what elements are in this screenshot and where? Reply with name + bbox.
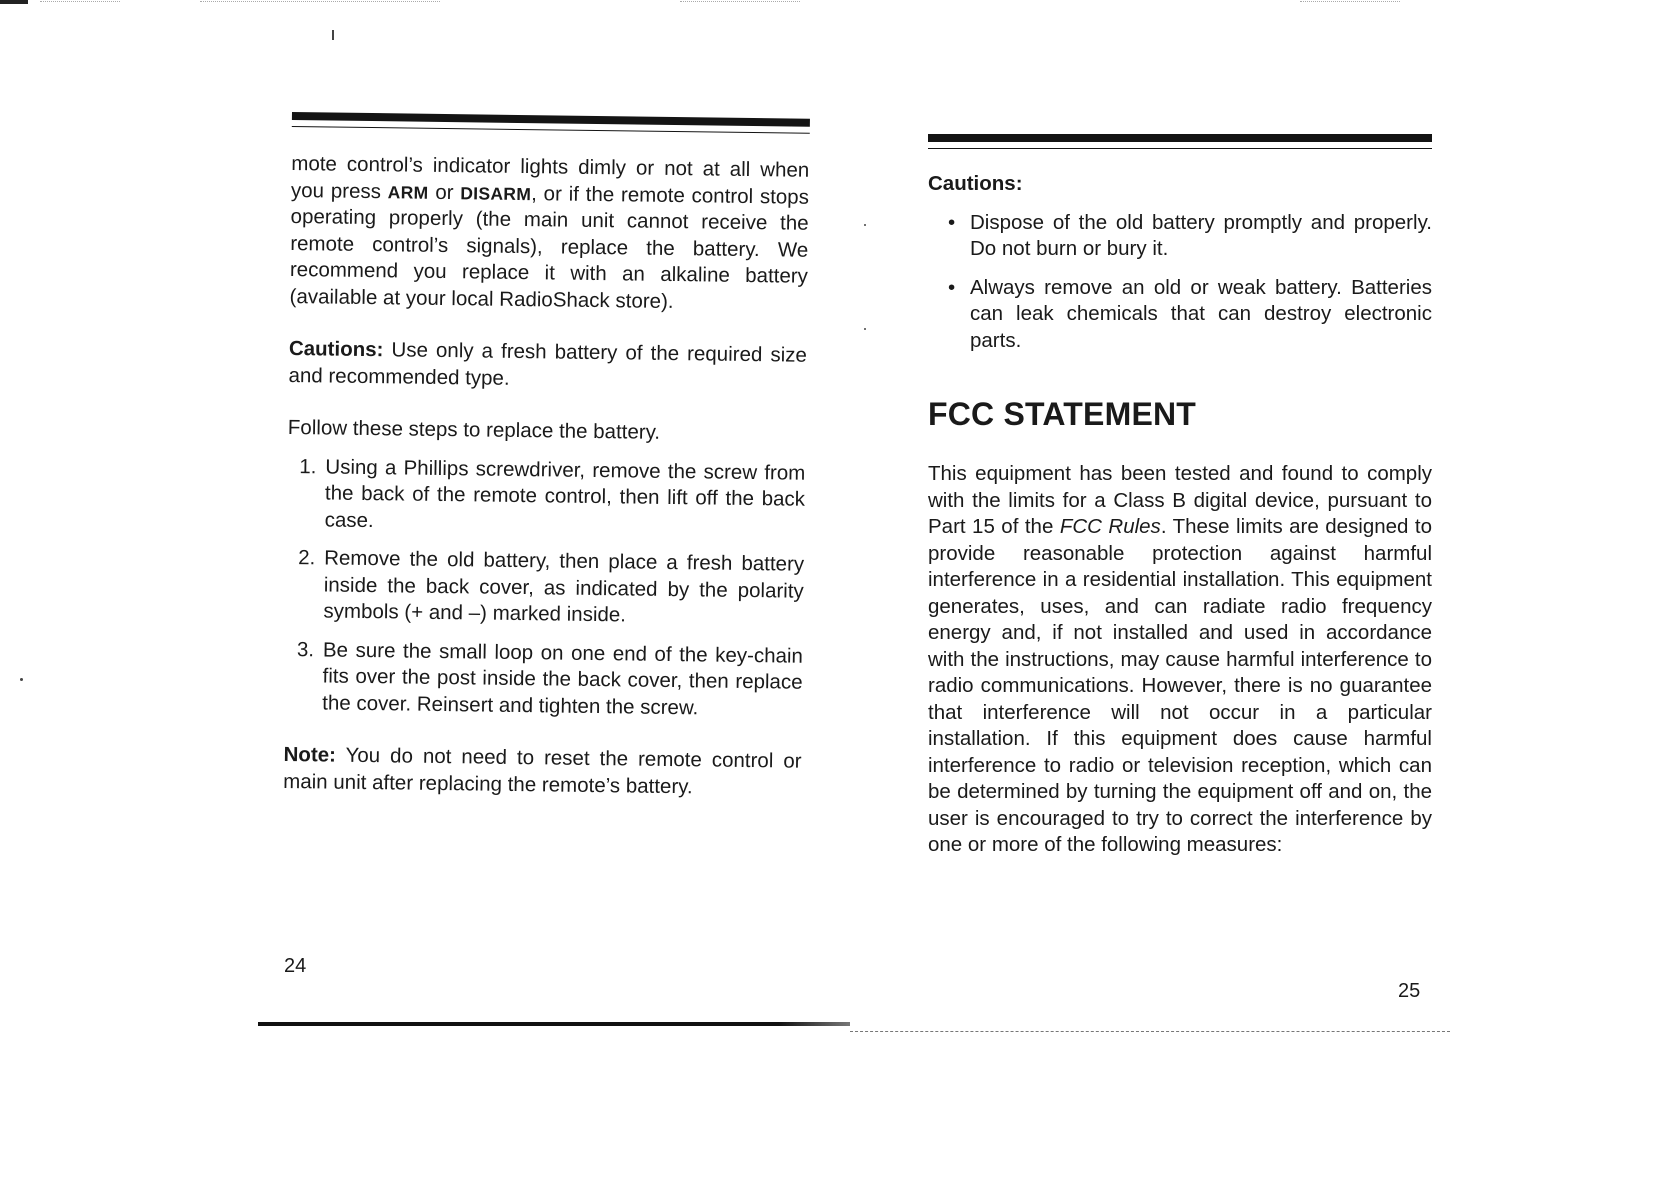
cautions-heading: Cautions:: [928, 172, 1023, 195]
arm-button-label: ARM: [387, 181, 429, 203]
follow-steps-text: Follow these steps to replace the battery.: [287, 415, 661, 444]
scan-noise: [680, 1, 800, 2]
battery-intro-paragraph: mote control’s indicator lights dimly or not at all when you press ARM or DISARM, or if the remote control stops operating properly (the main unit cannot receive the remote control’s signals), replace the battery. We recommend you replace it with an alkaline battery (available at your local RadioShack store).: [289, 151, 810, 313]
list-item: 3. Be sure the small loop on one end of the key-chain fits over the post inside the back cover, then replace the cover. Reinsert and tighten the screw.: [296, 637, 804, 719]
cautions-paragraph: Cautions: Use only a fresh battery of the required size and recommended type.: [288, 336, 808, 390]
header-rule-thin: [928, 148, 1432, 149]
list-item: • Dispose of the old battery promptly and properly. Do not burn or bury it.: [948, 210, 1432, 260]
scan-speck: [864, 224, 866, 226]
replacement-steps-list: [284, 453, 805, 722]
left-page: [283, 112, 810, 802]
scan-speck: [20, 678, 23, 681]
list-item: 2. Remove the old battery, then place a fresh battery inside the back cover, as indicated by the polarity symbols (+ and –) marked inside.: [298, 546, 805, 627]
list-item: • Always remove an old or weak battery. Batteries can leak chemicals that can destroy electronic parts.: [948, 275, 1432, 352]
disarm-button-label: DISARM: [460, 182, 532, 204]
scan-noise: [200, 1, 440, 2]
bullet-icon: •: [948, 275, 956, 299]
cautions-bullet-list: [928, 210, 1432, 355]
page-number-right: 25: [1398, 980, 1421, 1002]
header-rule-thick: [292, 112, 810, 127]
scan-noise: [1300, 1, 1400, 2]
fcc-statement-heading: FCC STATEMENT: [928, 396, 1197, 432]
scan-speck: [332, 30, 334, 40]
header-rule-thick: [928, 134, 1432, 142]
note-label: Note:: [283, 742, 337, 767]
footer-rule-faded: [850, 1031, 1450, 1032]
bullet-icon: •: [948, 210, 956, 234]
scan-edge-mark: [0, 0, 28, 4]
right-page: [928, 134, 1432, 859]
scan-noise: [40, 1, 120, 2]
fcc-statement-paragraph: This equipment has been tested and found to comply with the limits for a Class B digital device, pursuant to Part 15 of the FCC Rules. These limits are designed to provide reasonable protection against harmful interference in a residential installation. This equipment generates, uses, and can radiate radio frequency energy and, if not installed and used in accordance with the instructions, may cause harmful interference to radio communications. However, there is no guarantee that interference will not occur in a particular installation. If this equipment does cause harmful interference to radio or television reception, which can be determined by turning the equipment off and on, the user is encouraged to try to correct the interference by one or more of the following measures:: [928, 462, 1432, 856]
fcc-rules-reference: FCC Rules: [1059, 515, 1161, 538]
note-paragraph: Note: You do not need to reset the remote control or main unit after replacing the remote’s battery.: [283, 742, 802, 798]
page-number-left: 24: [284, 955, 307, 977]
list-item: 1. Using a Phillips screwdriver, remove the screw from the back of the remote control, then lift off the back case.: [299, 454, 806, 532]
header-rule-thin: [292, 126, 810, 134]
scan-speck: [864, 328, 866, 330]
footer-rule: [258, 1022, 850, 1026]
cautions-label: Cautions:: [288, 336, 384, 362]
